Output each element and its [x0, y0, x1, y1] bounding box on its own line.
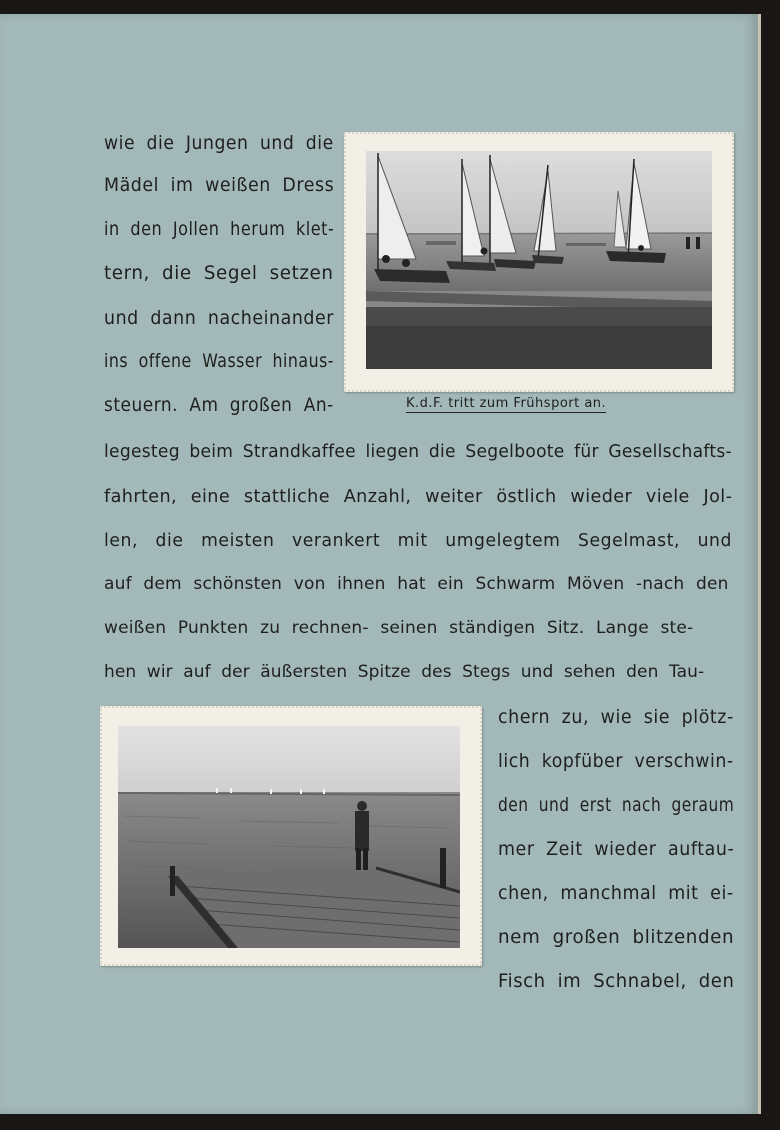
- text-line: den und erst nach geraum: [498, 794, 735, 816]
- text-line: legesteg beim Strandkaffee liegen die Segelboote für Gesellschafts-: [104, 441, 733, 462]
- text-line: in den Jollen herum klet-: [104, 218, 335, 240]
- jetty-photo: [118, 726, 460, 948]
- sailboats-photo-caption: K.d.F. tritt zum Frühsport an.: [406, 396, 607, 411]
- text-line: ins offene Wasser hinaus-: [104, 350, 334, 372]
- text-line: steuern. Am großen An-: [104, 394, 334, 416]
- text-line: hen wir auf der äußersten Spitze des Stegs und sehen den Tau-: [104, 662, 705, 682]
- sailboats-photo-frame: [344, 132, 734, 392]
- text-line: und dann nacheinander: [104, 307, 334, 329]
- jetty-photo-image: [118, 726, 460, 948]
- album-page: [0, 14, 761, 1114]
- sailboats-photo: [366, 151, 712, 369]
- text-line: wie die Jungen und die: [104, 132, 334, 154]
- text-line: Fisch im Schnabel, den: [498, 970, 735, 992]
- text-line: chen, manchmal mit ei-: [498, 882, 734, 904]
- text-line: weißen Punkten zu rechnen- seinen ständigen Sitz. Lange ste-: [104, 618, 694, 638]
- text-line: tern, die Segel setzen: [104, 262, 334, 284]
- text-line: nem großen blitzenden: [498, 926, 735, 948]
- text-line: len, die meisten verankert mit umgelegtem Segelmast, und: [104, 530, 733, 551]
- text-line: fahrten, eine stattliche Anzahl, weiter östlich wieder viele Jol-: [104, 486, 733, 507]
- text-line: lich kopfüber verschwin-: [498, 750, 734, 772]
- text-line: mer Zeit wieder auftau-: [498, 838, 735, 860]
- text-line: auf dem schönsten von ihnen hat ein Schwarm Möven -nach den: [104, 574, 729, 594]
- text-line: chern zu, wie sie plötz-: [498, 706, 734, 728]
- sailboats-photo-image: [366, 151, 712, 369]
- jetty-photo-frame: [100, 706, 482, 966]
- text-line: Mädel im weißen Dress: [104, 174, 335, 196]
